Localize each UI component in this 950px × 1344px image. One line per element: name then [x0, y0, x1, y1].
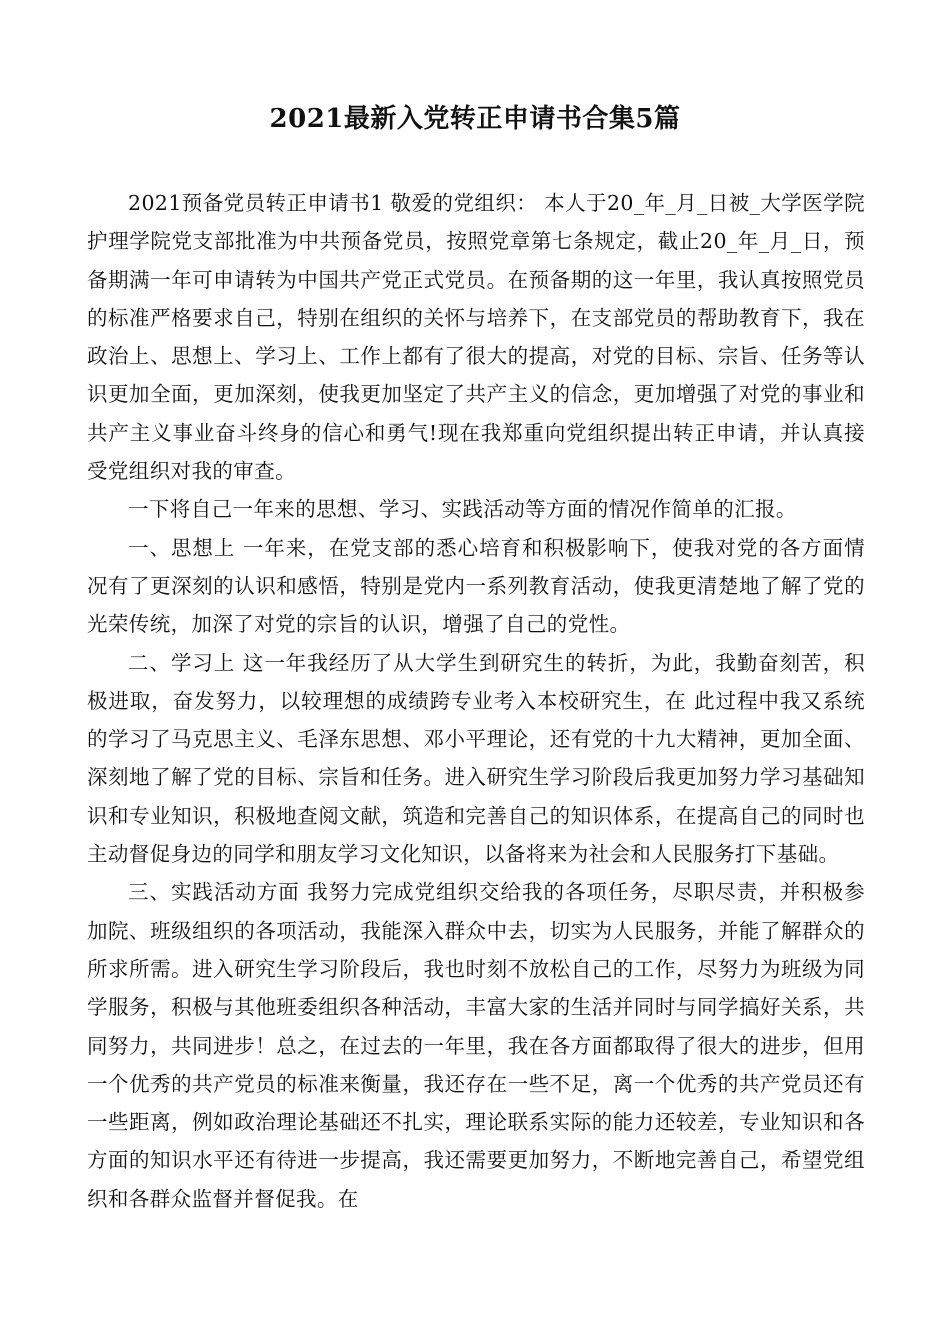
document-title: 2021最新入党转正申请书合集5篇	[269, 104, 681, 134]
paragraph-thought: 一、思想上 一年来，在党支部的悉心培育和积极影响下，使我对党的各方面情况有了更深刻的认识和感悟，特别是党内一系列教育活动，使我更清楚地了解了党的光荣传统，加深了对党的宗旨的认识，增强了自己的党性。	[87, 535, 865, 637]
document-body	[87, 184, 865, 1218]
paragraph-summary-lead: 一下将自己一年来的思想、学习、实践活动等方面的情况作简单的汇报。	[128, 497, 797, 522]
paragraph-practice: 三、实践活动方面 我努力完成党组织交给我的各项任务，尽职尽责，并积极参加院、班级组织的各项活动，我能深入群众中去，切实为人民服务，并能了解群众的所求所需。进入研究生学习阶段后，我也时刻不放松自己的工作，尽努力为班级为同学服务，积极与其他班委组织各种活动，丰富大家的生活并同时与同学搞好关系，共同努力，共同进步！总之，在过去的一年里，我在各方面都取得了很大的进步，但用一个优秀的共产党员的标准来衡量，我还存在一些不足，离一个优秀的共产党员还有一些距离，例如政治理论基础还不扎实，理论联系实际的能力还较差，专业知识和各方面的知识水平还有待进一步提高，我还需要更加努力，不断地完善自己，希望党组织和各群众监督并督促我。在	[87, 880, 865, 1211]
paragraph-study: 二、学习上 这一年我经历了从大学生到研究生的转折，为此，我勤奋刻苦，积极进取，奋发努力，以较理想的成绩跨专业考入本校研究生，在 此过程中我又系统的学习了马克思主义、毛泽东思想、邓小平理论，还有党的十九大精神，更加全面、深刻地了解了党的目标、宗旨和任务。进入研究生学习阶段后我更加努力学习基础知识和专业知识，积极地查阅文献，筑造和完善自己的知识体系，在提高自己的同时也主动督促身边的同学和朋友学习文化知识，以备将来为社会和人民服务打下基础。	[87, 650, 865, 867]
paragraph-intro: 2021预备党员转正申请书1 敬爱的党组织： 本人于20_年_月_日被_大学医学院护理学院党支部批准为中共预备党员，按照党章第七条规定，截止20_年_月_日，预备期满一年可申请转为中国共产党正式党员。在预备期的这一年里，我认真按照党员的标准严格要求自己，特别在组织的关怀与培养下，在支部党员的帮助教育下，我在政治上、思想上、学习上、工作上都有了很大的提高，对党的目标、宗旨、任务等认识更加全面，更加深刻，使我更加坚定了共产主义的信念，更加增强了对党的事业和共产主义事业奋斗终身的信心和勇气!现在我郑重向党组织提出转正申请，并认真接受党组织对我的审查。	[87, 191, 865, 484]
